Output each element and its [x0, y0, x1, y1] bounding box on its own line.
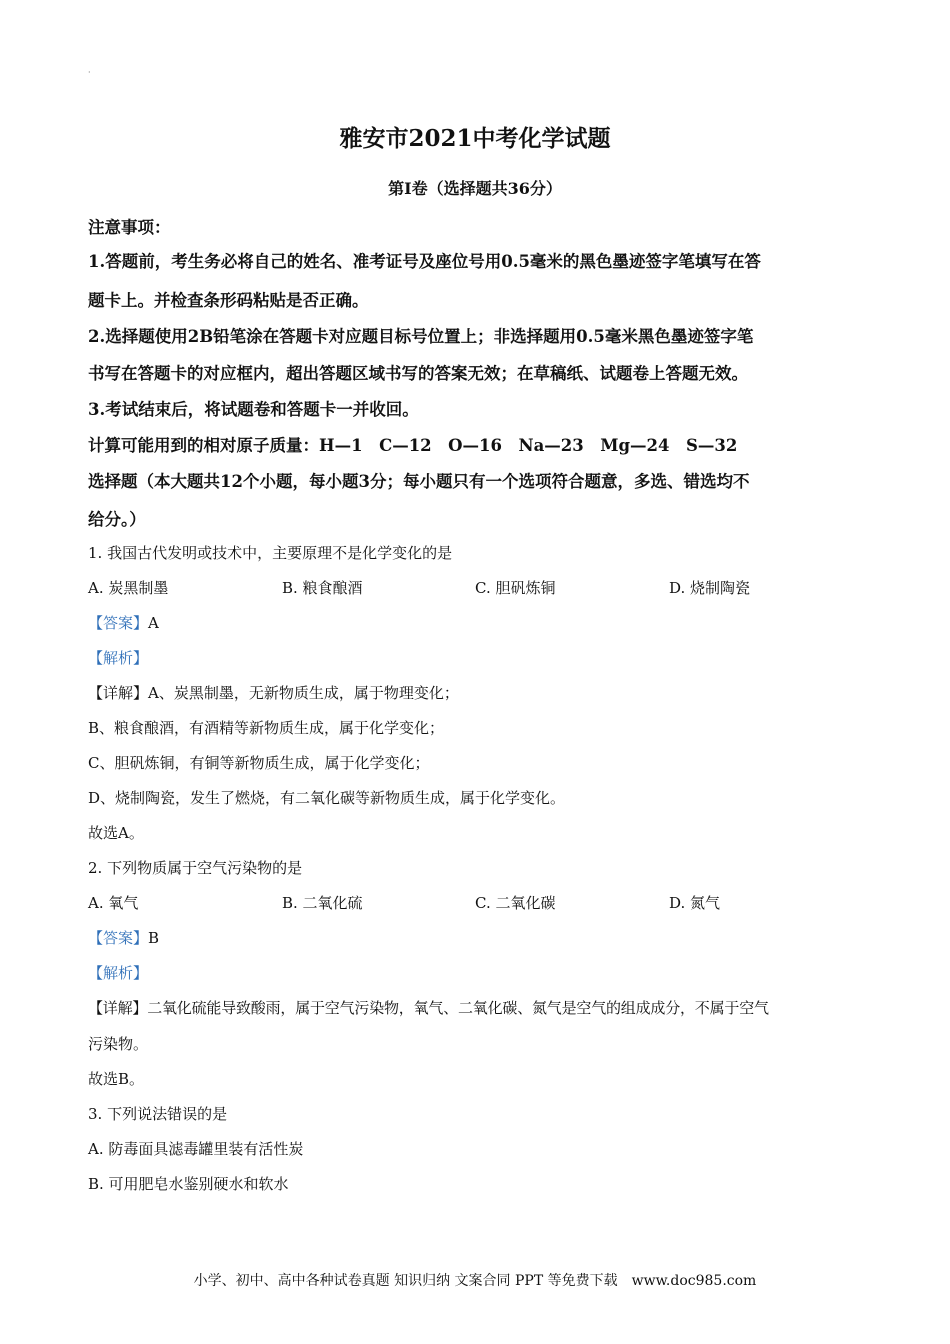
page-subtitle: 第Ⅰ卷（选择题共36分）: [388, 179, 562, 198]
option-d: D. 烧制陶瓷: [669, 579, 751, 597]
detail-line: B、粮食酿酒，有酒精等新物质生成，属于化学变化；: [88, 719, 445, 737]
option-a: A. 防毒面具滤毒罐里装有活性炭: [88, 1140, 304, 1158]
notice-line: 3.考试结束后，将试题卷和答题卡一并收回。: [88, 400, 419, 419]
detail-line: 污染物。: [88, 1035, 149, 1053]
answer-line: [88, 612, 159, 633]
answer-label: 【答案】: [88, 614, 149, 632]
answer-line: [88, 927, 159, 948]
detail-line: 故选B。: [88, 1070, 145, 1088]
detail-line: 故选A。: [88, 824, 144, 842]
option-a: A. 氧气: [88, 894, 139, 912]
option-a: A. 炭黑制墨: [88, 579, 169, 597]
option-b: B. 可用肥皂水鉴别硬水和软水: [88, 1175, 289, 1193]
question-stem: 2. 下列物质属于空气污染物的是: [88, 859, 303, 877]
section-instructions: 选择题（本大题共12个小题，每小题3分；每小题只有一个选项符合题意，多选、错选均不: [88, 472, 750, 491]
answer-value: A: [148, 614, 159, 632]
section-instructions: 给分。）: [88, 510, 146, 529]
detail-line: C、胆矾炼铜，有铜等新物质生成，属于化学变化；: [88, 754, 430, 772]
atomic-masses: 计算可能用到的相对原子质量：H—1 C—12 O—16 Na—23 Mg—24 S—32: [88, 436, 738, 455]
detail-line: D、烧制陶瓷，发生了燃烧，有二氧化碳等新物质生成，属于化学变化。: [88, 789, 566, 807]
option-b: B. 粮食酿酒: [282, 579, 363, 597]
analysis-label: 【解析】: [88, 649, 149, 667]
option-d: D. 氮气: [669, 894, 721, 912]
notice-heading: 注意事项：: [88, 218, 171, 237]
page-title: 雅安市2021中考化学试题: [339, 125, 611, 152]
page-footer: 小学、初中、高中各种试卷真题 知识归纳 文案合同 PPT 等免费下载 www.doc985.com: [193, 1273, 757, 1289]
answer-value: B: [148, 929, 160, 947]
option-c: C. 二氧化碳: [475, 894, 556, 912]
question-stem: 1. 我国古代发明或技术中，主要原理不是化学变化的是: [88, 544, 453, 562]
detail-line: 【详解】二氧化硫能导致酸雨，属于空气污染物，氧气、二氧化碳、氮气是空气的组成成分，不属于空气: [88, 999, 769, 1017]
answer-label: 【答案】: [88, 929, 149, 947]
notice-line: 1.答题前，考生务必将自己的姓名、准考证号及座位号用0.5毫米的黑色墨迹签字笔填写在答: [88, 252, 761, 271]
detail-line: 【详解】A、炭黑制墨，无新物质生成，属于物理变化；: [88, 684, 459, 702]
notice-line: 题卡上。并检查条形码粘贴是否正确。: [88, 291, 369, 310]
notice-line: 2.选择题使用2B铅笔涂在答题卡对应题目标号位置上；非选择题用0.5毫米黑色墨迹签字笔: [88, 327, 754, 346]
option-b: B. 二氧化硫: [282, 894, 363, 912]
question-stem: 3. 下列说法错误的是: [88, 1105, 228, 1123]
notice-line: 书写在答题卡的对应框内，超出答题区域书写的答案无效；在草稿纸、试题卷上答题无效。: [88, 364, 748, 383]
page-mark: ·: [88, 68, 91, 77]
option-c: C. 胆矾炼铜: [475, 579, 556, 597]
analysis-label: 【解析】: [88, 964, 149, 982]
